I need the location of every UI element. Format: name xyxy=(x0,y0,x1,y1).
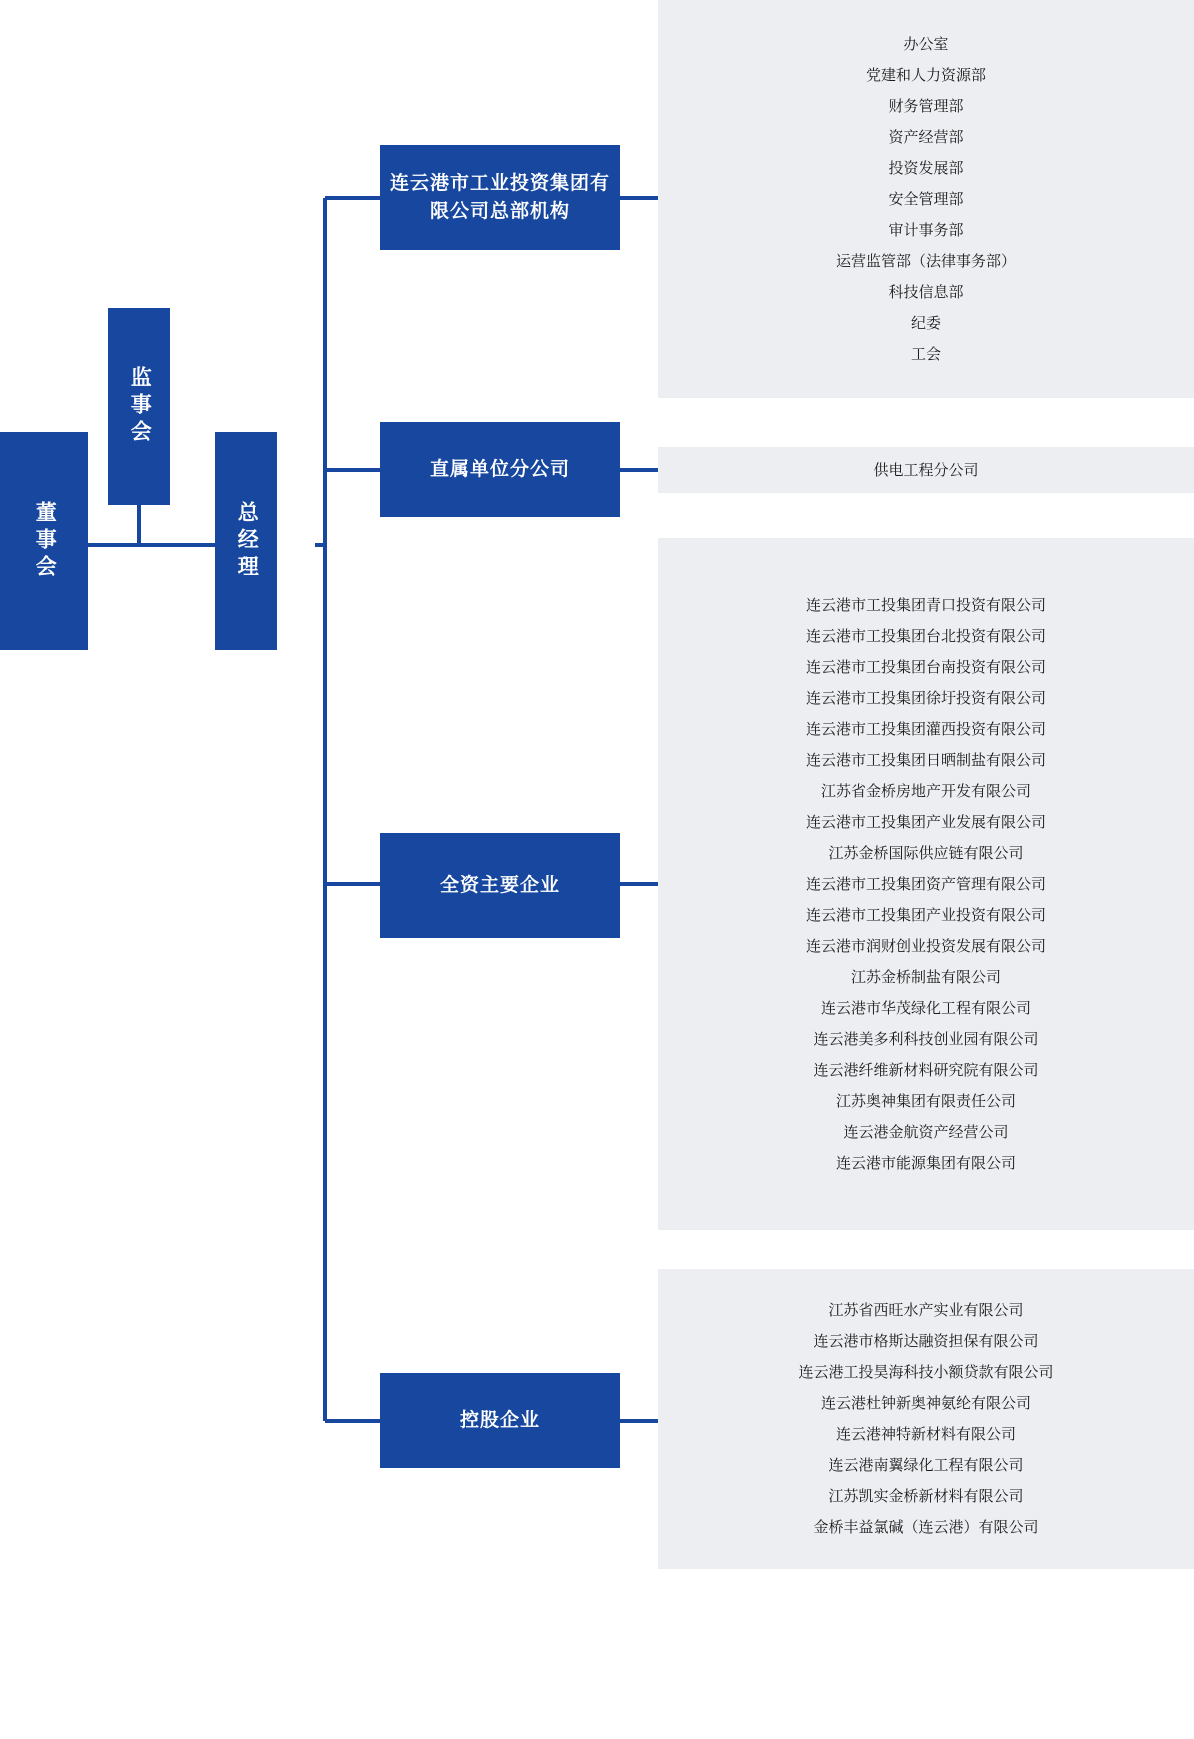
list-item[interactable]: 连云港神特新材料有限公司 xyxy=(835,1426,1016,1443)
node-board-of-directors-label: 董事会 xyxy=(33,500,57,582)
list-item[interactable]: 江苏金桥国际供应链有限公司 xyxy=(828,844,1024,862)
node-general-manager[interactable] xyxy=(215,432,277,650)
list-item[interactable]: 连云港工投昊海科技小额贷款有限公司 xyxy=(798,1364,1054,1381)
list-item[interactable]: 连云港市工投集团青口投资有限公司 xyxy=(805,596,1046,614)
list-item[interactable]: 审计事务部 xyxy=(888,221,964,239)
panel-headquarters-departments xyxy=(658,0,1194,398)
list-item[interactable]: 江苏金桥制盐有限公司 xyxy=(850,968,1001,986)
node-branch-units[interactable] xyxy=(380,422,620,517)
node-holding-enterprises[interactable] xyxy=(380,1373,620,1468)
list-item[interactable]: 连云港市工投集团灌西投资有限公司 xyxy=(805,720,1046,738)
list-item[interactable]: 资产经营部 xyxy=(888,128,964,146)
node-holding-enterprises-label: 控股企业 xyxy=(459,1409,540,1431)
list-item[interactable]: 财务管理部 xyxy=(888,97,964,115)
list-item[interactable]: 连云港市工投集团台北投资有限公司 xyxy=(805,627,1046,645)
node-wholly-owned-label: 全资主要企业 xyxy=(439,874,560,896)
list-item[interactable]: 连云港市工投集团徐圩投资有限公司 xyxy=(805,689,1046,707)
node-supervisory-board-label: 监事会 xyxy=(128,366,152,447)
list-item[interactable]: 投资发展部 xyxy=(888,159,964,177)
node-general-manager-label: 总经理 xyxy=(235,500,259,582)
panel-branch-units xyxy=(658,447,1194,493)
list-item[interactable]: 连云港市华茂绿化工程有限公司 xyxy=(820,999,1031,1017)
list-item[interactable]: 江苏省金桥房地产开发有限公司 xyxy=(820,782,1031,800)
node-wholly-owned[interactable] xyxy=(380,833,620,938)
list-item[interactable]: 连云港市工投集团日晒制盐有限公司 xyxy=(805,751,1046,769)
list-item[interactable]: 连云港金航资产经营公司 xyxy=(843,1123,1009,1141)
list-item[interactable]: 连云港市格斯达融资担保有限公司 xyxy=(813,1333,1039,1350)
list-item[interactable]: 连云港市工投集团产业投资有限公司 xyxy=(805,906,1046,924)
list-item[interactable]: 连云港南翼绿化工程有限公司 xyxy=(828,1457,1024,1474)
list-item[interactable]: 纪委 xyxy=(910,314,941,332)
list-item[interactable]: 江苏凯实金桥新材料有限公司 xyxy=(828,1488,1024,1505)
list-item[interactable]: 金桥丰益氯碱（连云港）有限公司 xyxy=(813,1519,1039,1536)
list-item[interactable]: 连云港市润财创业投资发展有限公司 xyxy=(805,937,1046,955)
list-item[interactable]: 连云港市能源集团有限公司 xyxy=(835,1154,1016,1172)
list-item[interactable]: 办公室 xyxy=(903,35,949,53)
node-board-of-directors[interactable] xyxy=(0,432,88,650)
node-branch-units-label: 直属单位分公司 xyxy=(429,458,570,480)
panel-holding-enterprises xyxy=(658,1269,1194,1569)
list-item[interactable]: 江苏省西旺水产实业有限公司 xyxy=(828,1302,1024,1319)
list-item[interactable]: 连云港市工投集团产业发展有限公司 xyxy=(805,813,1046,831)
node-headquarters-label: 连云港市工业投资集团有限公司总部机构 xyxy=(389,172,610,222)
list-item[interactable]: 连云港市工投集团台南投资有限公司 xyxy=(805,658,1046,676)
list-item[interactable]: 工会 xyxy=(910,345,941,363)
list-item[interactable]: 连云港市工投集团资产管理有限公司 xyxy=(805,875,1046,893)
node-headquarters[interactable] xyxy=(380,145,620,250)
list-item[interactable]: 运营监管部（法律事务部） xyxy=(835,252,1016,270)
list-item[interactable]: 连云港纤维新材料研究院有限公司 xyxy=(813,1061,1039,1079)
list-item[interactable]: 党建和人力资源部 xyxy=(865,66,986,84)
list-item[interactable]: 连云港杜钟新奥神氨纶有限公司 xyxy=(820,1395,1031,1412)
list-item[interactable]: 江苏奥神集团有限责任公司 xyxy=(835,1092,1016,1110)
list-item[interactable]: 连云港美多利科技创业园有限公司 xyxy=(813,1030,1039,1048)
list-item[interactable]: 科技信息部 xyxy=(888,283,964,301)
list-item[interactable]: 供电工程分公司 xyxy=(873,461,979,479)
list-item[interactable]: 安全管理部 xyxy=(888,190,964,208)
node-supervisory-board[interactable] xyxy=(108,308,170,505)
panel-wholly-owned-enterprises xyxy=(658,538,1194,1230)
